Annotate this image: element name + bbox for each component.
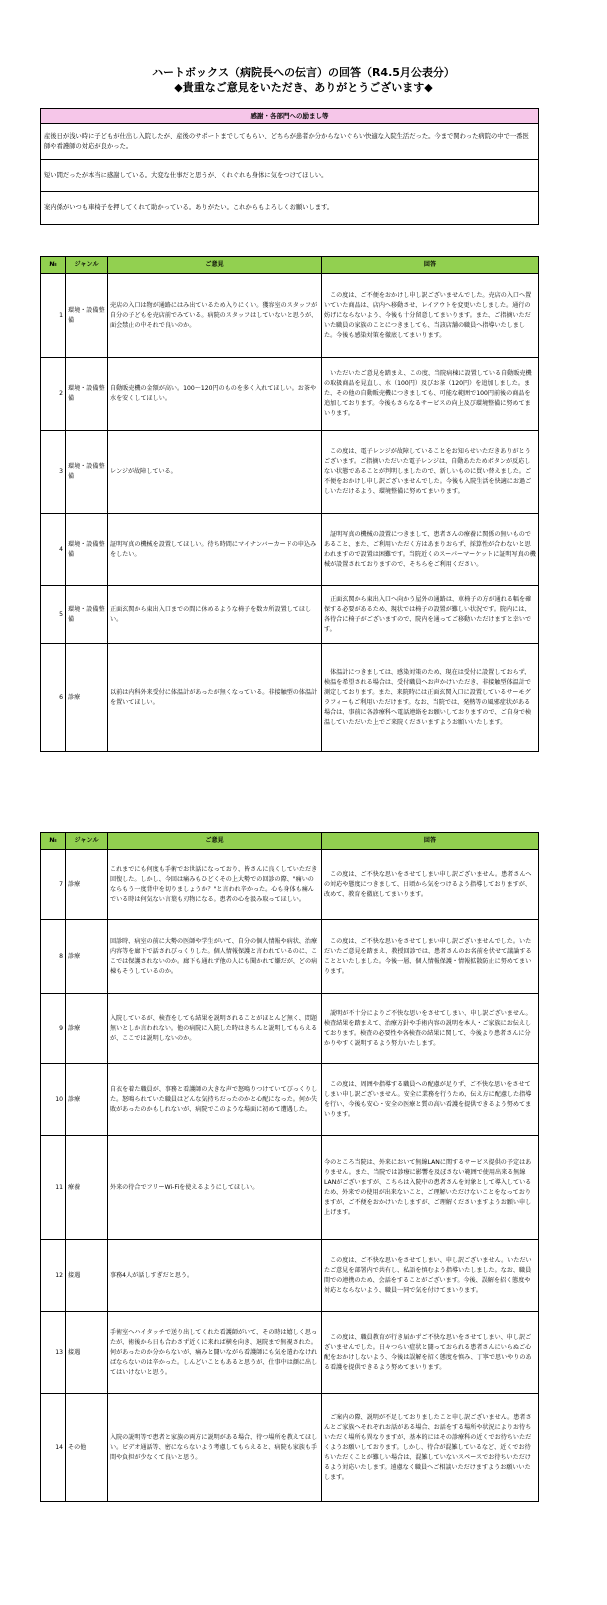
col-answer-header: 回答 bbox=[322, 833, 539, 850]
row-no: 8 bbox=[41, 920, 66, 994]
row-genre: 接遇 bbox=[66, 1312, 108, 1394]
opinion-table-2 bbox=[40, 832, 539, 1502]
row-genre: 診療 bbox=[66, 644, 108, 752]
thanks-item: 産後日が浅い時に子どもが仕出し入院したが、産後のサポートまでしてもらい、どちらが患者か分からないぐらい快適な入院生活だった。今まで関わった病院の中で一番医師や看護師の対応が良かった。 bbox=[41, 124, 538, 160]
row-opinion: 正面玄関から東出入口までの間に休めるような椅子を数カ所設置してほしい。 bbox=[108, 586, 322, 644]
row-no: 3 bbox=[41, 431, 66, 514]
row-genre: 環境・設備整備 bbox=[66, 514, 108, 586]
row-genre: 環境・設備整備 bbox=[66, 358, 108, 431]
row-answer: この度は、職員教育が行き届かずご不快な思いをさせてしまい、申し訳ございませんでした。日々つらい症状と闘っておられる患者さんにいらぬご心配をおかけしないよう、今後は誤解を招く態度を慎み、丁寧で思いやりのある看護を提供できるよう努めてまいります。 bbox=[322, 1312, 539, 1394]
thanks-box bbox=[40, 108, 539, 225]
row-genre: 診療 bbox=[66, 850, 108, 920]
opinion-table-1 bbox=[40, 256, 539, 752]
row-no: 1 bbox=[41, 274, 66, 358]
row-no: 14 bbox=[41, 1394, 66, 1502]
row-genre: 接遇 bbox=[66, 1240, 108, 1312]
row-no: 13 bbox=[41, 1312, 66, 1394]
row-answer: 今のところ当院は、外来において無線LANに関するサービス提供の予定はありません。また、当院では診療に影響を及ぼさない範囲で使用出来る無線LANがございますが、こちらは入院中の患者さんを対象として導入しているため、外来での使用が出来ないこと、ご理解いただけないことをなっておりますが、ご不便をおかけいたしますが、ご理解くださいますようお願い申し上げます。 bbox=[322, 1136, 539, 1240]
row-opinion: これまでにも何度も手術でお世話になっており、皆さんに良くしていただき回復した。しかし、今回は痛みもひどくその上大勢での回診の際、"痛いのならもう一度背中を切りましょうか？"と言われ辛かった。心も身体も痛んでいる時は何気ない言葉も刃物になる。患者の心を汲み取ってほしい。 bbox=[108, 850, 322, 920]
row-no: 2 bbox=[41, 358, 66, 431]
row-opinion: 事務4人が話しすぎだと思う。 bbox=[108, 1240, 322, 1312]
table-row bbox=[41, 431, 539, 514]
table-row bbox=[41, 1064, 539, 1136]
row-opinion: 売店の入口は物が通路にはみ出ているため入りにくい。獲容室のスタッフが自分の子どもを売店前でみている。病院のスタッフはしていないと思うが、面会禁止の中それで良いのか。 bbox=[108, 274, 322, 358]
row-no: 9 bbox=[41, 994, 66, 1064]
row-opinion: 自衣を着た職員が、事務と看護師の大きな声で怒鳴りつけていてびっくりした。怒鳴られていた職員はどんな気持ちだったのかと心配になった。何か失敗があったのかもしれないが、病院でこのような場面に初めて遭遇した。 bbox=[108, 1064, 322, 1136]
table-row bbox=[41, 358, 539, 431]
row-genre: 診療 bbox=[66, 1064, 108, 1136]
row-answer: この度は、ご不便をおかけし申し訳ございませんでした。売店の入口へ置いていた商品は、店内へ移動させ、レイアウトを変更いたしました。通行の妨げにならないよう、今後も十分留意してまいります。また、ご指摘いただいた職員の家族のことにつきましても、当該店舗の職員へ指導いたしました。今後も感染対策を徹底してまいります。 bbox=[322, 274, 539, 358]
row-answer: この度は、ご不快な思いをさせてしまい、申し訳ございません。いただいたご意見を部署内で共有し、私語を慎むよう指導いたしました。なお、職員間での連携のため、会話をすることがございます。今後、誤解を招く態度や対応とならないよう、職員一同で気を付けてまいります。 bbox=[322, 1240, 539, 1312]
table-header-row bbox=[41, 833, 539, 850]
table-row bbox=[41, 994, 539, 1064]
row-opinion: レンジが故障している。 bbox=[108, 431, 322, 514]
row-genre: 環境・設備整備 bbox=[66, 431, 108, 514]
table-header-row bbox=[41, 257, 539, 274]
col-genre-header: ジャンル bbox=[66, 257, 108, 274]
row-genre: 診療 bbox=[66, 920, 108, 994]
row-opinion: 回診時、病室の前に大勢の医師や学生がいて、自分の個人情報や病状、治療内容等を廊下で話されびっくりした。個人情報保護と言われているのに、ここでは保護されないのか。廊下も通れず他の人にも聞かれて嫌だが、どの病棟もそうしているのか。 bbox=[108, 920, 322, 994]
row-answer: ご案内の際、説明が不足しておりましたこと申し訳ございません。患者さんとご家族へそれぞれお話がある場合、お話をする場所や状況によりお待ちいただく場所も異なりますが、基本的にはその診療科の近くでお待ちいただくようお願いしております。しかし、待合が混雑しているなど、近くでお待ちいただくことが難しい場合は、混雑していないスペースでお待ちいただけるよう対応いたします。遠慮なく職員へご相談いただけますようお願いいたします。 bbox=[322, 1394, 539, 1502]
row-no: 5 bbox=[41, 586, 66, 644]
table-row bbox=[41, 850, 539, 920]
thanks-item: 短い間だったが本当に感謝している。大変な仕事だと思うが、くれぐれも身体に気をつけてほしい。 bbox=[41, 160, 538, 192]
row-opinion: 入院しているが、検査をしても結果を説明されることがほとんど無く、問題無いとしか言われない。他の病院に入院した時はきちんと説明してもらえるが、ここでは説明しないのか。 bbox=[108, 994, 322, 1064]
table-row bbox=[41, 586, 539, 644]
row-opinion: 証明写真の機械を設置してほしい。待ち時間にマイナンバーカードの申込みをしたい。 bbox=[108, 514, 322, 586]
row-no: 12 bbox=[41, 1240, 66, 1312]
col-answer-header: 回答 bbox=[322, 257, 539, 274]
row-answer: 証明写真の機械の設置につきまして、患者さんの療養に関係の無いものであること、また、ご利用いただく方はあまりおらず、採算性が合わないと思われますので設置は困難です。当院近くのスーパーマーケットに証明写真の機械が設置されておりますので、そちらをご利用ください。 bbox=[322, 514, 539, 586]
row-answer: 説明が不十分によりご不快な思いをさせてしまい、申し訳ございません。検査結果を踏まえて、治療方針や手術内容の説明を本人・ご家族にお伝えしております。検査の必要性や各検査の結果に関して、今後より患者さんに分かりやすく説明するよう努力いたします。 bbox=[322, 994, 539, 1064]
page-title: ハートボックス（病院長への伝言）の回答（R4.5月公表分） bbox=[152, 66, 455, 79]
table-row bbox=[41, 274, 539, 358]
table-row bbox=[41, 1312, 539, 1394]
row-answer: この度は、ご不快な思いをさせてしまい申し訳ございません。患者さんへの対応や態度につきまして、日頃から気をつけるよう指導しておりますが、改めて、教育を徹底してまいります。 bbox=[322, 850, 539, 920]
row-answer: この度は、周囲や指導する職員への配慮が足りず、ご不快な思いをさせてしまい申し訳ございません。安全に業務を行うため、伝え方に配慮した指導を行い、今後も安心・安全の医療と質の高い看護を提供できるよう努めてまいります。 bbox=[322, 1064, 539, 1136]
col-genre-header: ジャンル bbox=[66, 833, 108, 850]
table-row bbox=[41, 1136, 539, 1240]
col-no-header: № bbox=[41, 833, 66, 850]
row-answer: この度は、ご不快な思いをさせてしまい申し訳ございませんでした。いただいたご意見を踏まえ、教授回診では、患者さんのお名前を伏せて議論することといたしました。今後一層、個人情報保護・情報拡散防止に努めてまいります。 bbox=[322, 920, 539, 994]
row-genre: 診療 bbox=[66, 994, 108, 1064]
row-no: 7 bbox=[41, 850, 66, 920]
row-answer: 正面玄関から東出入口へ向かう屋外の通路は、車椅子の方が通れる幅を確保する必要があるため、現状では椅子の設置が難しい状況です。院内には、各待合に椅子がございますので、院内を通ってご移動いただけますと幸いです。 bbox=[322, 586, 539, 644]
row-no: 6 bbox=[41, 644, 66, 752]
thanks-heading: 感謝・各部門への励まし等 bbox=[41, 109, 538, 124]
row-genre: 環境・設備整備 bbox=[66, 586, 108, 644]
row-opinion: 入院の説明等で患者と家族の両方に説明がある場合、待つ場所を教えてほしい。ビデオ通話等、密にならないよう考慮してもらえると、病院も家族も手間や負担が少なくて良いと思う。 bbox=[108, 1394, 322, 1502]
col-no-header: № bbox=[41, 257, 66, 274]
row-genre: 療養 bbox=[66, 1136, 108, 1240]
row-genre: その他 bbox=[66, 1394, 108, 1502]
row-no: 11 bbox=[41, 1136, 66, 1240]
row-opinion: 手術室へハイタッチで送り出してくれた看護師がいて、その時は嬉しく思ったが、術後から日も合わさず近くに来れば横を向き、退院まで無視された。何があったのか分からないが、痛みと闘いながら看護師にも気を遣わなければならないのは辛かった。しんどいこともあると思うが、仕事中は顔に出してはいけないと思う。 bbox=[108, 1312, 322, 1394]
row-no: 10 bbox=[41, 1064, 66, 1136]
table-row bbox=[41, 1394, 539, 1502]
row-answer: いただいたご意見を踏まえ、この度、当院病棟に設置している自動販売機の取扱商品を見直し、水（100円）及びお茶（120円）を追加しました。また、その他の自動販売機につきましても、可能な範囲で100円前後の商品を追加しております。今後もさらなるサービスの向上及び環境整備に努めてまいります。 bbox=[322, 358, 539, 431]
table-row bbox=[41, 514, 539, 586]
table-row bbox=[41, 920, 539, 994]
row-genre: 環境・設備整備 bbox=[66, 274, 108, 358]
page-subtitle: ◆貴重なご意見をいただき、ありがとうございます◆ bbox=[174, 81, 433, 94]
row-opinion: 以前は内科外来受付に体温計があったが無くなっている。非接触型の体温計を置いてほしい。 bbox=[108, 644, 322, 752]
row-no: 4 bbox=[41, 514, 66, 586]
col-opinion-header: ご意見 bbox=[108, 833, 322, 850]
row-answer: 体温計につきましては、感染対策のため、現在は受付に設置しておらず、検温を希望される場合は、受付職員へお声かけいただき、非接触型体温計で測定しております。また、来院時には正面玄関入口に設置しているサーモグラフィーもご利用いただけます。なお、当院では、発熱等の風邪症状がある場合は、事前に各診療科へ電話連絡をお願いしておりますので、ご自身で検温していただいた上でご来院くださいますようお願いいたします。 bbox=[322, 644, 539, 752]
table-row bbox=[41, 644, 539, 752]
row-opinion: 外来の待合でフリーWi-Fiを使えるようにしてほしい。 bbox=[108, 1136, 322, 1240]
thanks-item: 案内係がいつも車椅子を押してくれて助かっている。ありがたい。これからもよろしくお願いします。 bbox=[44, 204, 334, 211]
table-row bbox=[41, 1240, 539, 1312]
row-opinion: 自動販売機の金額が高い。100～120円のものを多く入れてほしい。お茶や水を安くしてほしい。 bbox=[108, 358, 322, 431]
col-opinion-header: ご意見 bbox=[108, 257, 322, 274]
row-answer: この度は、電子レンジが故障していることをお知らせいただきありがとうございます。ご指摘いただいた電子レンジは、自動あたためボタンが反応しない状態であることが判明しましたので、新しいものに買い替えました。ご不便をおかけし申し訳ございませんでした。今後も入院生活を快適にお過ごしいただけるよう、環境整備に努めてまいります。 bbox=[322, 431, 539, 514]
